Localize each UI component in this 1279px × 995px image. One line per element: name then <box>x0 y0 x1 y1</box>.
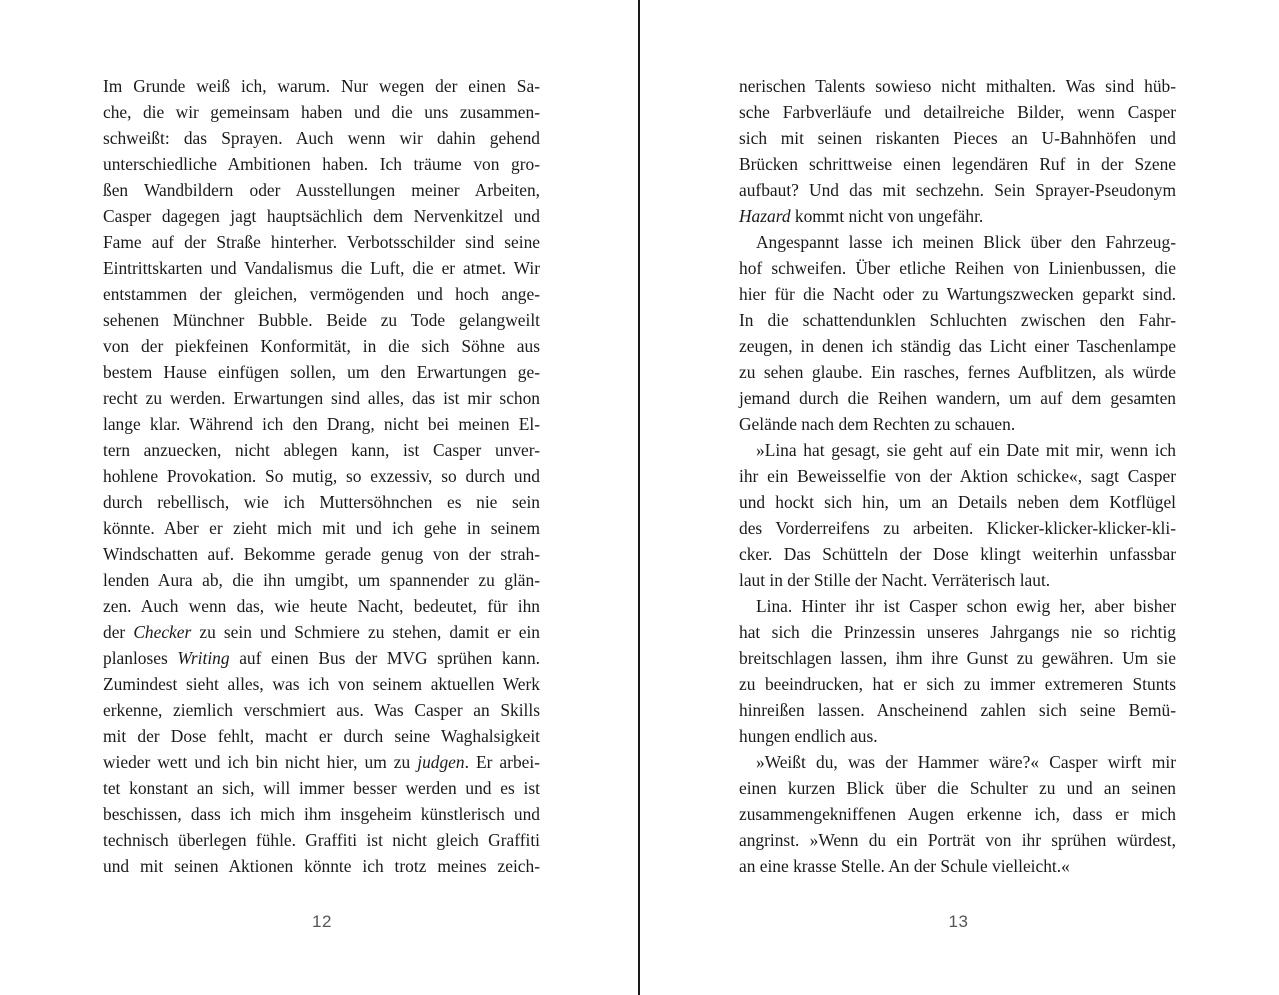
text-segment: zu beeindrucken, hat er sich zu immer extremeren Stunts <box>739 674 1176 694</box>
text-line <box>739 411 1176 437</box>
text-segment: Gelände nach dem Rechten zu schauen. <box>739 414 1016 434</box>
text-segment: sich mit seinen riskanten Pieces an U-Bahnhöfen und <box>739 128 1176 148</box>
text-line <box>739 749 1176 775</box>
text-line <box>739 125 1176 151</box>
text-line <box>739 671 1176 697</box>
right-page-text <box>739 73 1176 879</box>
text-segment: hat sich die Prinzessin unseres Jahrgangs nie so richtig <box>739 622 1176 642</box>
text-line <box>103 359 540 385</box>
text-segment: wieder wett und ich bin nicht hier, um zu <box>103 752 418 772</box>
text-segment: von der piekfeinen Konformität, in die sich Söhne aus <box>103 336 540 356</box>
text-line <box>103 775 540 801</box>
text-segment: einen kurzen Blick über die Schulter zu und an seinen <box>739 778 1176 798</box>
text-line <box>103 567 540 593</box>
text-line <box>739 177 1176 203</box>
left-page-number: 12 <box>312 912 332 931</box>
text-line <box>739 203 1176 229</box>
text-line <box>103 229 540 255</box>
text-segment: tern anzuecken, nicht ablegen kann, ist Casper unver- <box>103 440 540 460</box>
text-segment: zusammengekniffenen Augen erkenne ich, dass er mich <box>739 804 1176 824</box>
text-segment: der <box>103 622 134 642</box>
text-segment: sche Farbverläufe und detailreiche Bilder, wenn Casper <box>739 102 1176 122</box>
text-line <box>739 801 1176 827</box>
text-line <box>739 307 1176 333</box>
text-line <box>739 723 1176 749</box>
text-line <box>103 203 540 229</box>
left-page-text <box>103 73 540 879</box>
text-line <box>103 99 540 125</box>
text-line <box>739 229 1176 255</box>
text-segment: zeugen, in denen ich ständig das Licht einer Taschenlampe <box>739 336 1176 356</box>
text-line <box>103 489 540 515</box>
text-line <box>103 749 540 775</box>
text-line <box>739 775 1176 801</box>
text-line <box>739 541 1176 567</box>
text-segment: des Vorderreifens zu arbeiten. Klicker-klicker-klicker-kli- <box>739 518 1176 538</box>
text-line <box>739 567 1176 593</box>
text-segment: tet konstant an sich, will immer besser werden und es ist <box>103 778 540 798</box>
text-segment: recht zu werden. Erwartungen sind alles, das ist mir schon <box>103 388 540 408</box>
text-line <box>103 853 540 879</box>
text-segment: In die schattendunklen Schluchten zwischen den Fahr- <box>739 310 1176 330</box>
text-line <box>739 333 1176 359</box>
text-line <box>739 593 1176 619</box>
text-segment: zu sein und Schmiere zu stehen, damit er ein <box>191 622 540 642</box>
text-line <box>103 411 540 437</box>
text-segment: schweißt: das Sprayen. Auch wenn wir dahin gehend <box>103 128 540 148</box>
text-segment: zen. Auch wenn das, wie heute Nacht, bedeutet, für ihn <box>103 596 540 616</box>
text-segment: laut in der Stille der Nacht. Verräterisch laut. <box>739 570 1051 590</box>
text-line <box>103 697 540 723</box>
italic-term: Checker <box>133 622 192 642</box>
text-segment: lange klar. Während ich den Drang, nicht bei meinen El- <box>103 414 540 434</box>
text-segment: angrinst. »Wenn du ein Porträt von ihr sprühen würdest, <box>739 830 1176 850</box>
text-line <box>103 151 540 177</box>
text-line <box>103 593 540 619</box>
text-segment: ihr ein Beweisselfie von der Aktion schicke«, sagt Casper <box>739 466 1176 486</box>
text-segment: könnte. Aber er zieht mich mit und ich gehe in seinem <box>103 518 540 538</box>
text-line <box>103 541 540 567</box>
text-line <box>739 489 1176 515</box>
text-segment: nerischen Talents sowieso nicht mithalten. Was sind hüb- <box>739 76 1176 96</box>
text-segment: Im Grunde weiß ich, warum. Nur wegen der einen Sa- <box>103 76 540 96</box>
text-segment: hof schweifen. Über etliche Reihen von Linienbussen, die <box>739 258 1176 278</box>
text-line <box>739 359 1176 385</box>
text-line <box>739 853 1176 879</box>
text-line <box>103 73 540 99</box>
text-line <box>103 307 540 333</box>
text-line <box>103 385 540 411</box>
text-segment: Casper dagegen jagt hauptsächlich dem Nervenkitzel und <box>103 206 540 226</box>
text-segment: hier für die Nacht oder zu Wartungszwecken geparkt sind. <box>739 284 1176 304</box>
text-segment: technisch überlegen fühle. Graffiti ist nicht gleich Graffiti <box>103 830 540 850</box>
text-line <box>103 255 540 281</box>
text-segment: aufbaut? Und das mit sechzehn. Sein Sprayer-Pseudonym <box>739 180 1176 200</box>
text-segment: che, die wir gemeinsam haben und die uns zusammen- <box>103 102 540 122</box>
text-segment: Eintrittskarten und Vandalismus die Luft, die er atmet. Wir <box>103 258 540 278</box>
italic-term: Hazard <box>739 206 791 226</box>
text-segment: Zumindest sieht alles, was ich von seinem aktuellen Werk <box>103 674 540 694</box>
italic-term: judgen <box>417 752 465 772</box>
italic-term: Writing <box>177 648 230 668</box>
text-segment: hungen endlich aus. <box>739 726 878 746</box>
text-segment: ßen Wandbildern oder Ausstellungen meiner Arbeiten, <box>103 180 540 200</box>
text-line <box>739 515 1176 541</box>
text-segment: zu sehen glaube. Ein rasches, fernes Aufblitzen, als würde <box>739 362 1176 382</box>
text-line <box>739 619 1176 645</box>
text-segment: breitschlagen lassen, ihm ihre Gunst zu gewähren. Um sie <box>739 648 1176 668</box>
text-segment: mit der Dose fehlt, macht er durch seine Waghalsigkeit <box>103 726 540 746</box>
text-segment: kommt nicht von ungefähr. <box>790 206 984 226</box>
text-line <box>103 619 540 645</box>
text-segment: entstammen der gleichen, vermögenden und hoch ange- <box>103 284 540 304</box>
text-line <box>739 151 1176 177</box>
text-line <box>103 827 540 853</box>
text-line <box>739 281 1176 307</box>
text-segment: hinreißen lassen. Anscheinend zahlen sich seine Bemü- <box>739 700 1176 720</box>
text-segment: Windschatten auf. Bekomme gerade genug von der strah- <box>103 544 540 564</box>
text-segment: »Lina hat gesagt, sie geht auf ein Date mit mir, wenn ich <box>756 440 1176 460</box>
text-line <box>103 333 540 359</box>
right-page <box>640 0 1279 995</box>
text-line <box>739 99 1176 125</box>
text-line <box>103 437 540 463</box>
text-segment: und hockt sich hin, um an Details neben dem Kotflügel <box>739 492 1176 512</box>
text-segment: »Weißt du, was der Hammer wäre?« Casper wirft mir <box>756 752 1176 772</box>
text-segment: und mit seinen Aktionen könnte ich trotz meines zeich- <box>103 856 540 876</box>
text-line <box>103 801 540 827</box>
text-line <box>103 723 540 749</box>
text-segment: sehenen Münchner Bubble. Beide zu Tode gelangweilt <box>103 310 540 330</box>
text-line <box>739 255 1176 281</box>
text-segment: Brücken schrittweise einen legendären Ruf in der Szene <box>739 154 1176 174</box>
text-line <box>739 385 1176 411</box>
text-line <box>103 463 540 489</box>
text-segment: erkenne, ziemlich verschmiert aus. Was Casper an Skills <box>103 700 540 720</box>
text-line <box>739 463 1176 489</box>
text-segment: unterschiedliche Ambitionen haben. Ich träume von gro- <box>103 154 540 174</box>
text-segment: jemand durch die Reihen wandern, um auf dem gesamten <box>739 388 1176 408</box>
text-line <box>103 645 540 671</box>
text-segment: hohlene Provokation. So mutig, so exzessiv, so durch und <box>103 466 540 486</box>
right-page-number: 13 <box>948 912 969 931</box>
text-line <box>103 177 540 203</box>
text-segment: an eine krasse Stelle. An der Schule vielleicht.« <box>739 856 1070 876</box>
text-segment: cker. Das Schütteln der Dose klingt weiterhin unfassbar <box>739 544 1176 564</box>
text-line <box>739 437 1176 463</box>
text-segment: Angespannt lasse ich meinen Blick über den Fahrzeug- <box>756 232 1176 252</box>
text-segment: Lina. Hinter ihr ist Casper schon ewig her, aber bisher <box>756 596 1176 616</box>
text-line <box>103 125 540 151</box>
text-segment: beschissen, dass ich mich ihm insgeheim künstlerisch und <box>103 804 540 824</box>
text-line <box>739 645 1176 671</box>
text-segment: bestem Hause einfügen sollen, um den Erwartungen ge- <box>103 362 540 382</box>
left-page <box>0 0 638 995</box>
text-line <box>739 827 1176 853</box>
text-segment: Fame auf der Straße hinterher. Verbotsschilder sind seine <box>103 232 540 252</box>
text-segment: lenden Aura ab, die ihn umgibt, um spannender zu glän- <box>103 570 540 590</box>
text-line <box>739 73 1176 99</box>
text-segment: . Er arbei- <box>464 752 540 772</box>
text-segment: auf einen Bus der MVG sprühen kann. <box>229 648 540 668</box>
text-segment: planloses <box>103 648 178 668</box>
text-segment: durch rebellisch, wie ich Muttersöhnchen es nie sein <box>103 492 540 512</box>
text-line <box>103 281 540 307</box>
text-line <box>103 515 540 541</box>
text-line <box>739 697 1176 723</box>
text-line <box>103 671 540 697</box>
